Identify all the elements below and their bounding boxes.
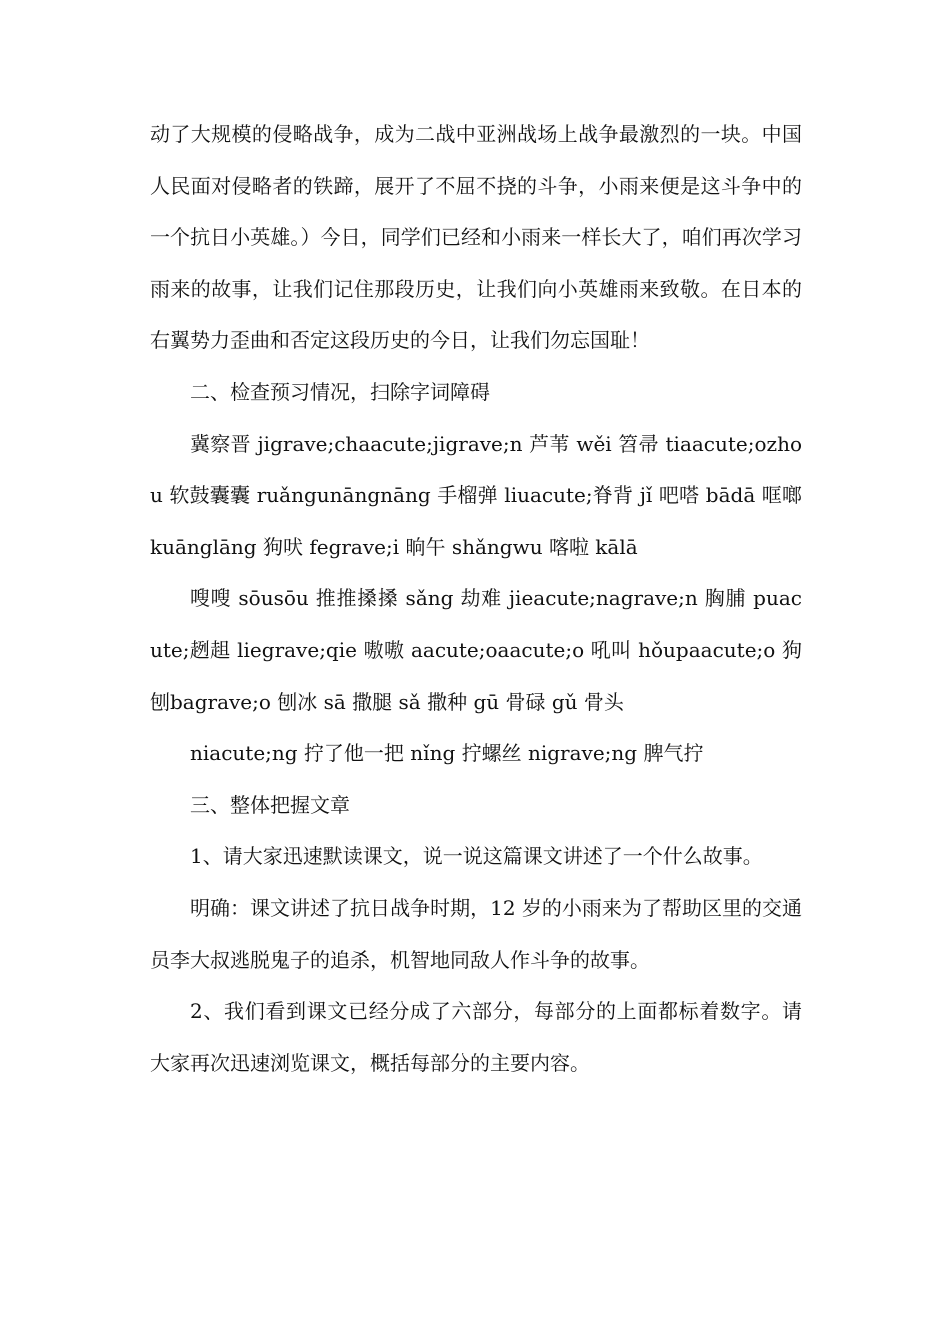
- question-paragraph-2: 2、我们看到课文已经分成了六部分，每部分的上面都标着数字。请大家再次迅速浏览课文，概括每部分的主要内容。: [150, 999, 802, 1075]
- question-paragraph-1: 1、请大家迅速默读课文，说一说这篇课文讲述了一个什么故事。: [190, 844, 763, 869]
- document-page: [150, 109, 802, 1089]
- section-heading-preview-check: 二、检查预习情况，扫除字词障碍: [190, 379, 490, 404]
- paragraph-intro-continued: 动了大规模的侵略战争，成为二战中亚洲战场上战争最激烈的一块。中国人民面对侵略者的铁蹄，展开了不屈不挠的斗争，小雨来便是这斗争中的一个抗日小英雄。）今日，同学们已经和小雨来一样长大了，咱们再次学习雨来的故事，让我们记住那段历史，让我们向小英雄雨来致敬。在日本的右翼势力歪曲和否定这段历史的今日，让我们勿忘国耻！: [150, 122, 802, 353]
- vocabulary-paragraph-2: 嗖嗖 sōusōu 推推搡搡 sǎng 劫难 jieacute;nagrave;n 胸脯 puacute;趔趄 liegrave;qie 嗷嗷 aacute;oaacute;o 吼叫 hǒupaacute;o 狗刨bagrave;o 刨冰 sā 撒腿 sǎ 撒种 gū 骨碌 gǔ 骨头: [150, 586, 802, 714]
- section-heading-overall-grasp: 三、整体把握文章: [190, 792, 350, 817]
- vocabulary-paragraph-3: niacute;ng 拧了他一把 nǐng 拧螺丝 nigrave;ng 脾气拧: [190, 741, 704, 766]
- vocabulary-paragraph-1: 冀察晋 jigrave;chaacute;jigrave;n 芦苇 wěi 笤帚 tiaacute;ozhou 软鼓囊囊 ruǎngunāngnāng 手榴弹 liuacute;脊背 jǐ 吧嗒 bādā 哐啷kuānglāng 狗吠 fegrave;i 晌午 shǎngwu 喀啦 kālā: [150, 431, 802, 559]
- answer-paragraph: 明确：课文讲述了抗日战争时期，12 岁的小雨来为了帮助区里的交通员李大叔逃脱鬼子的追杀，机智地同敌人作斗争的故事。: [150, 895, 802, 972]
